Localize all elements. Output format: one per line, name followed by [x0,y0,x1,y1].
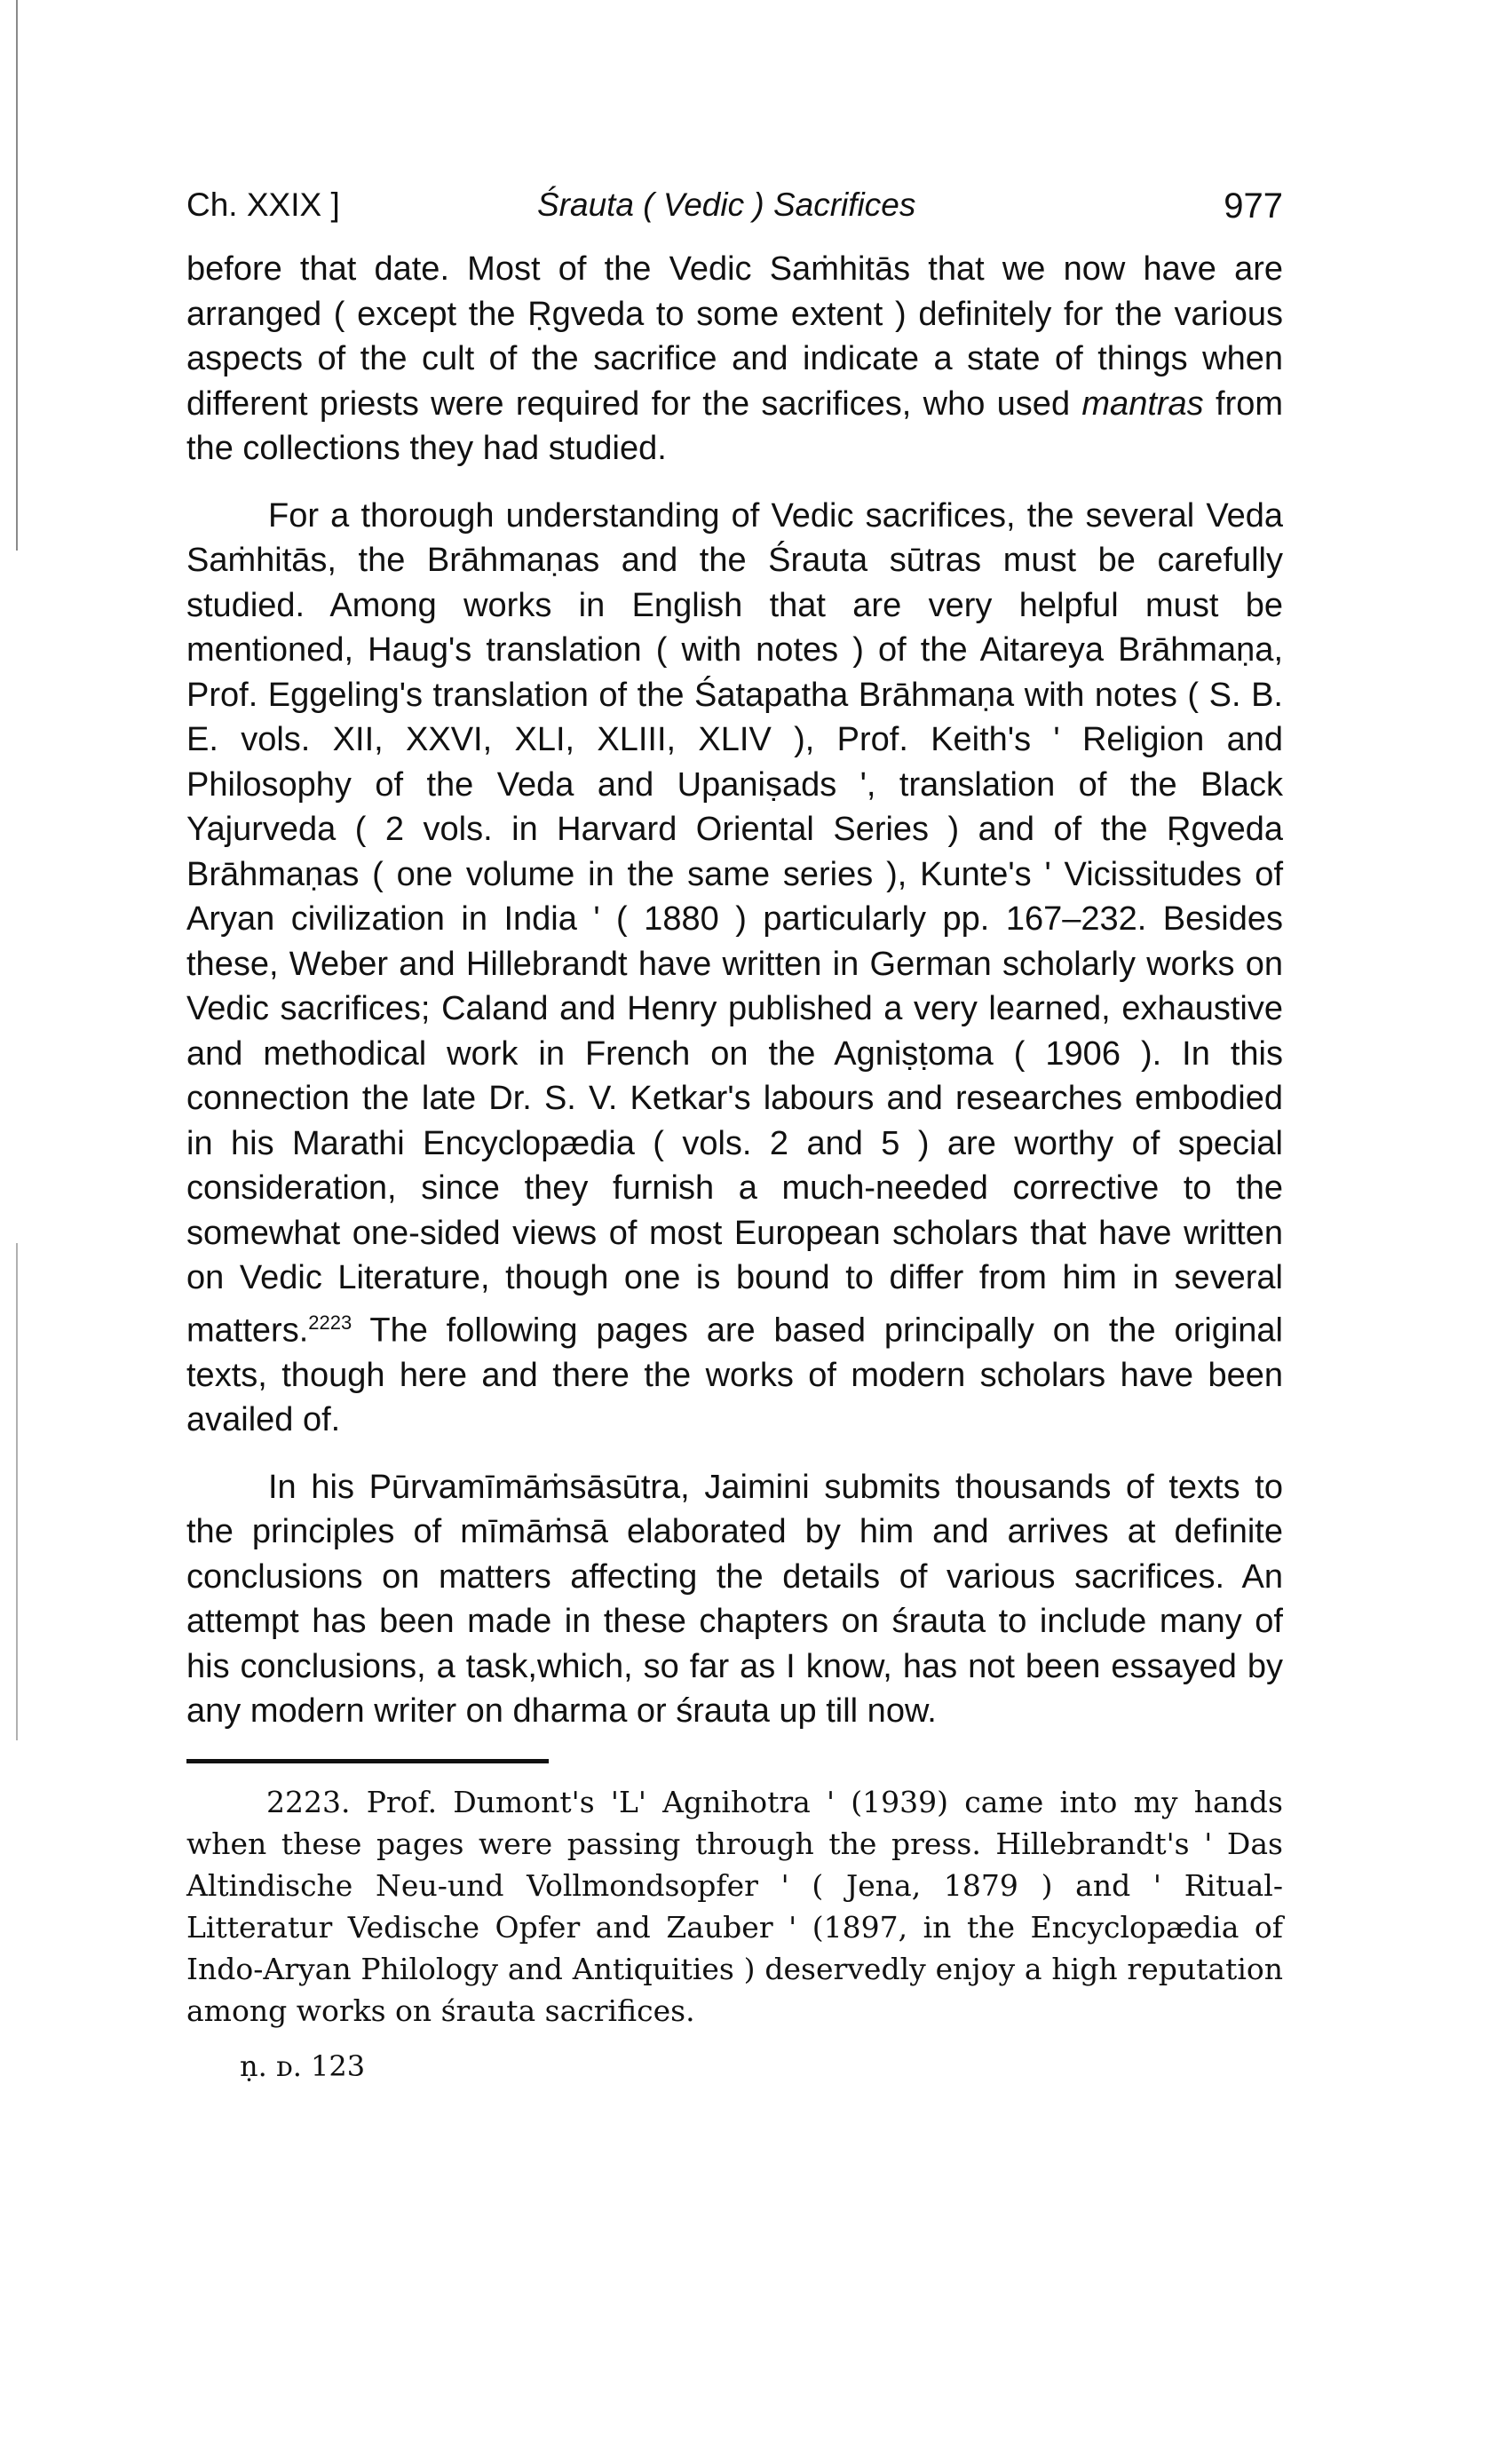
paragraph-1 [186,247,1283,471]
paragraph-2 [186,494,1283,1443]
scan-edge-line-lower [16,1243,18,1740]
footnote-2223 [186,1781,1283,2032]
paragraph-1-emphasis: mantras [1081,384,1204,423]
chapter-label: Ch. XXIX ] [186,186,340,223]
paragraph-3 [186,1465,1283,1734]
page-header [186,169,1283,240]
running-title: Śrauta ( Vedic ) Sacrifices [537,186,916,223]
scan-edge-line [16,0,18,551]
book-page [186,169,1283,2083]
main-text [186,247,1283,1734]
footnote-divider [186,1759,549,1763]
page-number: 977 [1224,186,1283,226]
signature-mark: ṇ. ᴅ. 123 [240,2048,366,2083]
paragraph-3-text: In his Pūrvamīmāṁsāsūtra, Jaimini submits thousands of texts to the principles of mīmāṁsā elaborated by him and arrives at definite conclusions on matters affecting the details of various sacrifices. An attempt has been made in these chapters on śrauta to include many of his conclusions, a task,which, so far as I know, has not been essayed by any modern writer on dharma or śrauta up till now. [186,1468,1283,1731]
paragraph-2-text-b: The following pages are based principally on the original texts, though here and there the works of modern scholars have been availed of. [186,1311,1283,1439]
footnote-number: 2223. [266,1784,351,1819]
footnote-reference[interactable]: 2223 [308,1311,352,1334]
footnote-text: Prof. Dumont's 'L' Agnihotra ' (1939) came into my hands when these pages were passing through the press. Hillebrandt's ' Das Altindische Neu-und Vollmondsopfer ' ( Jena, 1879 ) and ' Ritual-Litteratur Vedische Opfer and Zauber ' (1897, in the Encyclopædia of Indo-Aryan Philology and Antiquities ) deservedly enjoy a high reputation among works on śrauta sacrifices. [186,1784,1283,2028]
paragraph-2-text-a: For a thorough understanding of Vedic sacrifices, the several Veda Saṁhitās, the Brāhmaṇas and the Śrauta sūtras must be carefully studied. Among works in English that are very helpful must be mentioned, Haug's translation ( with notes ) of the Aitareya Brāhmaṇa, Prof. Eggeling's translation of the Śatapatha Brāhmaṇa with notes ( S. B. E. vols. XII, XXVI, XLI, XLIII, XLIV ), Prof. Keith's ' Religion and Philosophy of the Veda and Upaniṣads ', translation of the Black Yajurveda ( 2 vols. in Harvard Oriental Series ) and of the Ṛgveda Brāhmaṇas ( one volume in the same series ), Kunte's ' Vicissitudes of Aryan civilization in India ' ( 1880 ) particularly pp. 167–232. Besides these, Weber and Hillebrandt have written in German scholarly works on Vedic sacrifices; Caland and Henry published a very learned, exhaustive and methodical work in French on the Agniṣṭoma ( 1906 ). In this connection the late Dr. S. V. Ketkar's labours and researches embodied in his Marathi Encyclopædia ( vols. 2 and 5 ) are worthy of special consideration, since they furnish a much-needed corrective to the somewhat one-sided views of most European scholars that have written on Vedic Literature, though one is bound to differ from him in several matters. [186,496,1283,1350]
paragraph-1-text-b: from the collections they had studied. [186,384,1284,467]
paragraph-1-text-a: before that date. Most of the Vedic Saṁhitās that we now have are arranged ( except the Ṛgveda to some extent ) definitely for the various aspects of the cult of the sacrifice and indicate a state of things when different priests were required for the sacrifices, who used [186,250,1283,423]
